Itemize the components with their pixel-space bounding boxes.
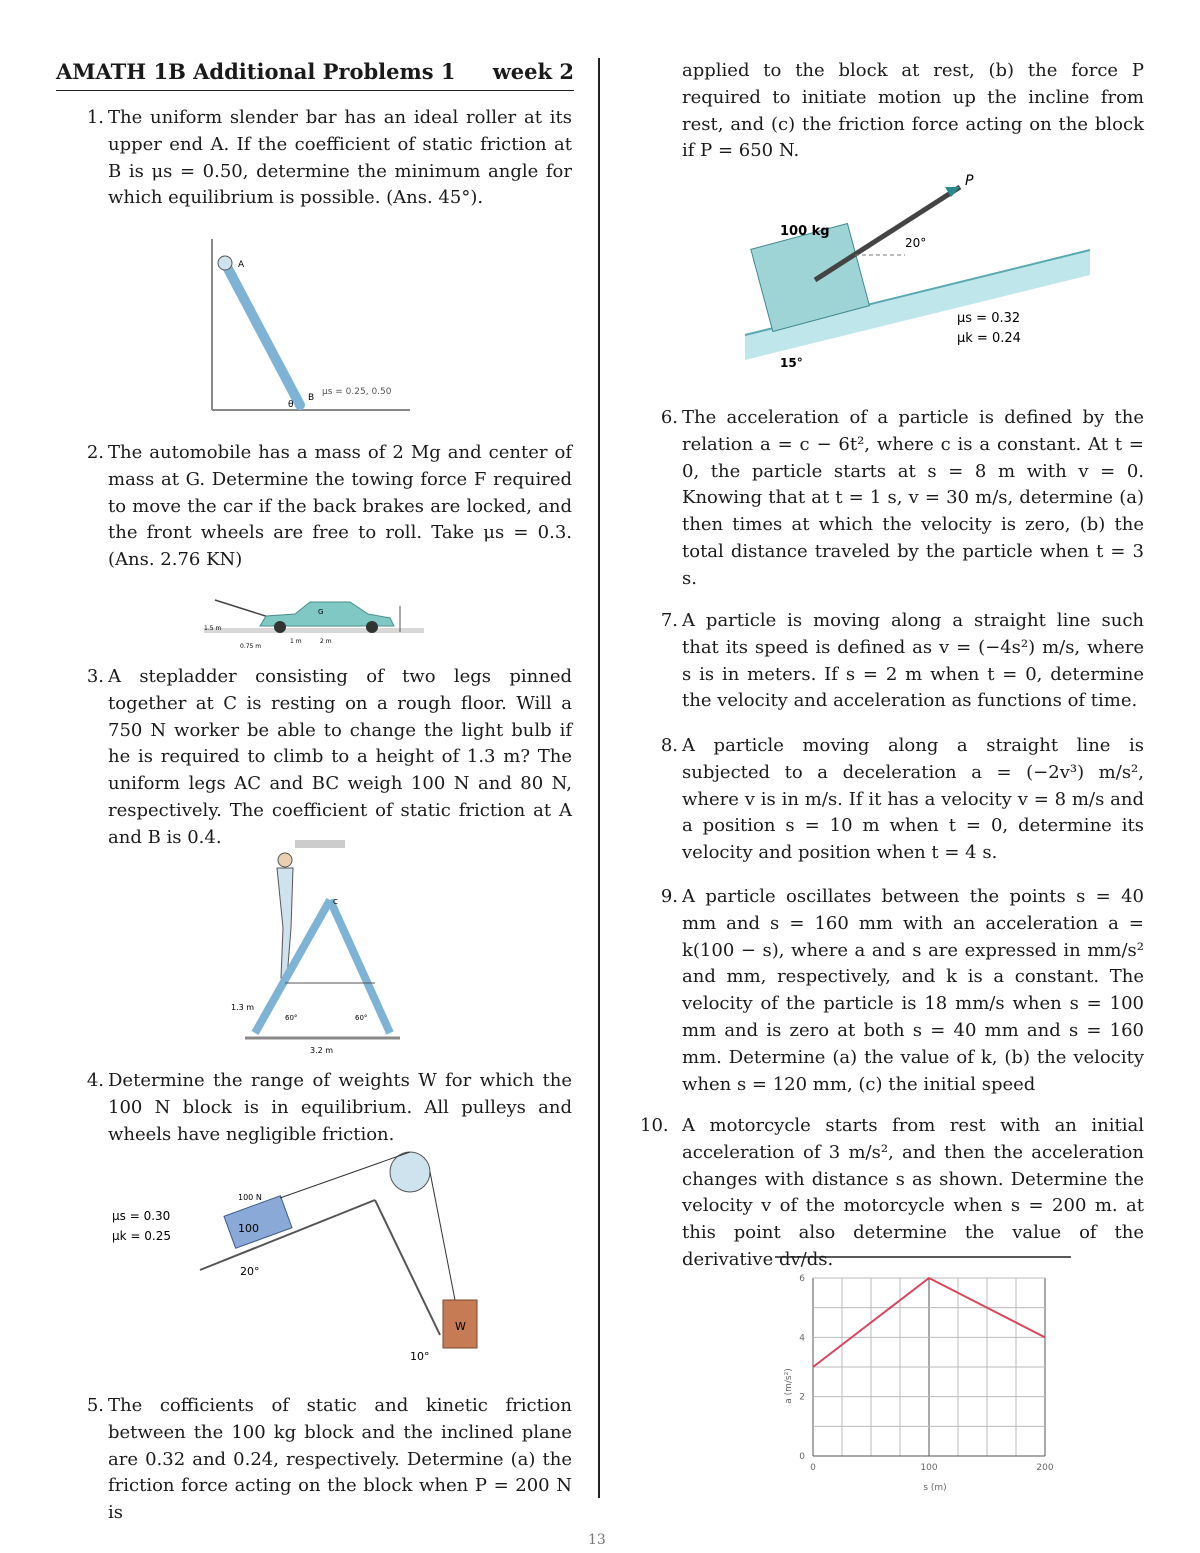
problem-8 [660, 733, 1144, 867]
problem-text: A motorcycle starts from rest with an initial acceleration of 3 m/s², and then the acceleration changes with distance s as shown. Determine the velocity v of the motorcycle when s = 200 m. at this point also determine the value of the derivative dv/ds. [682, 1115, 1144, 1270]
label-c: C [333, 898, 338, 906]
mu-k-5: μk = 0.24 [957, 331, 1021, 346]
figure-2-car [200, 588, 430, 660]
problem-number: 10. [640, 1115, 669, 1136]
label-theta: θ [288, 400, 294, 410]
problem-number: 6. [660, 407, 678, 428]
dim-1: 1.5 m [204, 625, 222, 632]
problem-text: The cofficients of static and kinetic friction between the 100 kg block and the inclined plane are 0.32 and 0.24, respectively. Determine (a) the friction force acting on the block when P = 200 N is [108, 1395, 572, 1524]
problem-5 [86, 1393, 572, 1527]
w-label: W [455, 1320, 466, 1333]
problem-text: A particle oscillates between the points s = 40 mm and s = 160 mm with an acceleration a = k(100 − s), where a and s are expressed in mm/s² and mm, respectively, and k is a constant. The velocity of the particle is 18 mm/s when s = 100 mm and is zero at both s = 40 mm and s = 160 mm. Determine (a) the value of k, (b) the velocity when s = 120 mm, (c) the initial speed [682, 886, 1144, 1095]
p-angle: 20° [905, 236, 927, 250]
label-b: B [308, 393, 315, 403]
figure-3-ladder [225, 838, 415, 1058]
height-label: 1.3 m [231, 1003, 255, 1012]
header-title: AMATH 1B Additional Problems 1 [56, 59, 456, 84]
incline-15: 15° [780, 356, 803, 370]
problem-7 [660, 608, 1144, 715]
problem-number: 8. [660, 735, 678, 756]
block-top: 100 N [238, 1193, 262, 1202]
figure-1-bar [200, 235, 420, 415]
problem-text: The acceleration of a particle is defined by the relation a = c − 6t², where c is a constant. At t = 0, the particle starts at s = 8 m with v = 0. Knowing that at t = 1 s, v = 30 m/s, determine (a) then times at which the velocity is zero, (b) the total distance traveled by the particle when t = 3 s. [682, 407, 1144, 589]
y-tick-label: 4 [799, 1333, 805, 1344]
problem-text: A particle is moving along a straight line such that its speed is defined as v = (−4s²) m/s, where s is in meters. If s = 2 m when t = 0, determine the velocity and acceleration as functions of time. [682, 610, 1144, 712]
problem-text: The automobile has a mass of 2 Mg and center of mass at G. Determine the towing force F required to move the car if the back brakes are locked, and the front wheels are free to roll. Take μs = 0.3. (Ans. 2.76 KN) [108, 442, 572, 571]
problem-text: applied to the block at rest, (b) the force P required to initiate motion up the incline from rest, and (c) the friction force acting on the block if P = 650 N. [682, 60, 1144, 162]
problem-9 [660, 884, 1144, 1098]
problem-6 [660, 405, 1144, 593]
friction-label: μs = 0.25, 0.50 [322, 387, 392, 397]
angle-10: 10° [410, 1350, 430, 1363]
column-divider [598, 58, 600, 1498]
problem-3 [86, 664, 572, 852]
problem-number: 1. [86, 107, 104, 128]
problem-number: 3. [86, 666, 104, 687]
problem-2 [86, 440, 572, 574]
x-tick-label: 0 [810, 1463, 816, 1473]
problem-10 [640, 1113, 1144, 1274]
chart-x-label: s (m) [923, 1483, 947, 1493]
mu-k: μk = 0.25 [112, 1229, 171, 1243]
x-tick-label: 200 [1036, 1463, 1054, 1473]
y-tick-label: 6 [799, 1274, 805, 1284]
acceleration-chart [775, 1256, 1075, 1496]
chart-grid [813, 1278, 1045, 1456]
base-label: 3.2 m [310, 1046, 334, 1055]
mu-s-5: μs = 0.32 [957, 311, 1021, 326]
header-week: week 2 [492, 59, 574, 84]
label-g: G [318, 608, 324, 616]
chart-y-label: a (m/s²) [784, 1368, 794, 1404]
block-label: 100 [238, 1222, 259, 1235]
problem-number: 9. [660, 886, 678, 907]
incline-angle: 20° [240, 1265, 260, 1278]
problem-1 [86, 105, 572, 212]
problem-number: 7. [660, 610, 678, 631]
page-header [56, 58, 574, 91]
p-label: P [965, 173, 974, 189]
problem-number: 2. [86, 442, 104, 463]
problem-number: 5. [86, 1395, 104, 1416]
y-tick-label: 2 [799, 1392, 805, 1403]
mass-label: 100 kg [780, 224, 830, 239]
problem-number: 4. [86, 1070, 104, 1091]
angle-1: 60° [285, 1014, 298, 1022]
page-number: 13 [588, 1532, 606, 1548]
x-tick-label: 100 [920, 1463, 938, 1473]
angle-2: 60° [355, 1014, 368, 1022]
problem-text: The uniform slender bar has an ideal roller at its upper end A. If the coefficient of static friction at B is μs = 0.50, determine the minimum angle for which equilibrium is possible. (Ans. 45°). [108, 107, 572, 209]
dim-3: 1 m [290, 638, 302, 645]
label-a: A [238, 260, 245, 270]
problem-5-continued [682, 58, 1144, 165]
problem-4 [86, 1068, 572, 1148]
problem-text: A particle moving along a straight line is subjected to a deceleration a = (−2v³) m/s², where v is in m/s. If it has a velocity v = 8 m/s and a position s = 10 m when t = 0, determine its velocity and position when t = 4 s. [682, 735, 1144, 864]
problem-text: Determine the range of weights W for which the 100 N block is in equilibrium. All pulleys and wheels have negligible friction. [108, 1070, 572, 1145]
dim-4: 2 m [320, 638, 332, 645]
figure-5-block [705, 165, 1095, 380]
y-tick-label: 0 [799, 1452, 805, 1462]
figure-4-pulley [110, 1150, 500, 1370]
mu-s: μs = 0.30 [112, 1209, 171, 1223]
dim-2: 0.75 m [240, 643, 262, 650]
problem-text: A stepladder consisting of two legs pinned together at C is resting on a rough floor. Will a 750 N worker be able to change the light bulb if he is required to climb to a height of 1.3 m? The uniform legs AC and BC weigh 100 N and 80 N, respectively. The coefficient of static friction at A and B is 0.4. [108, 666, 572, 848]
